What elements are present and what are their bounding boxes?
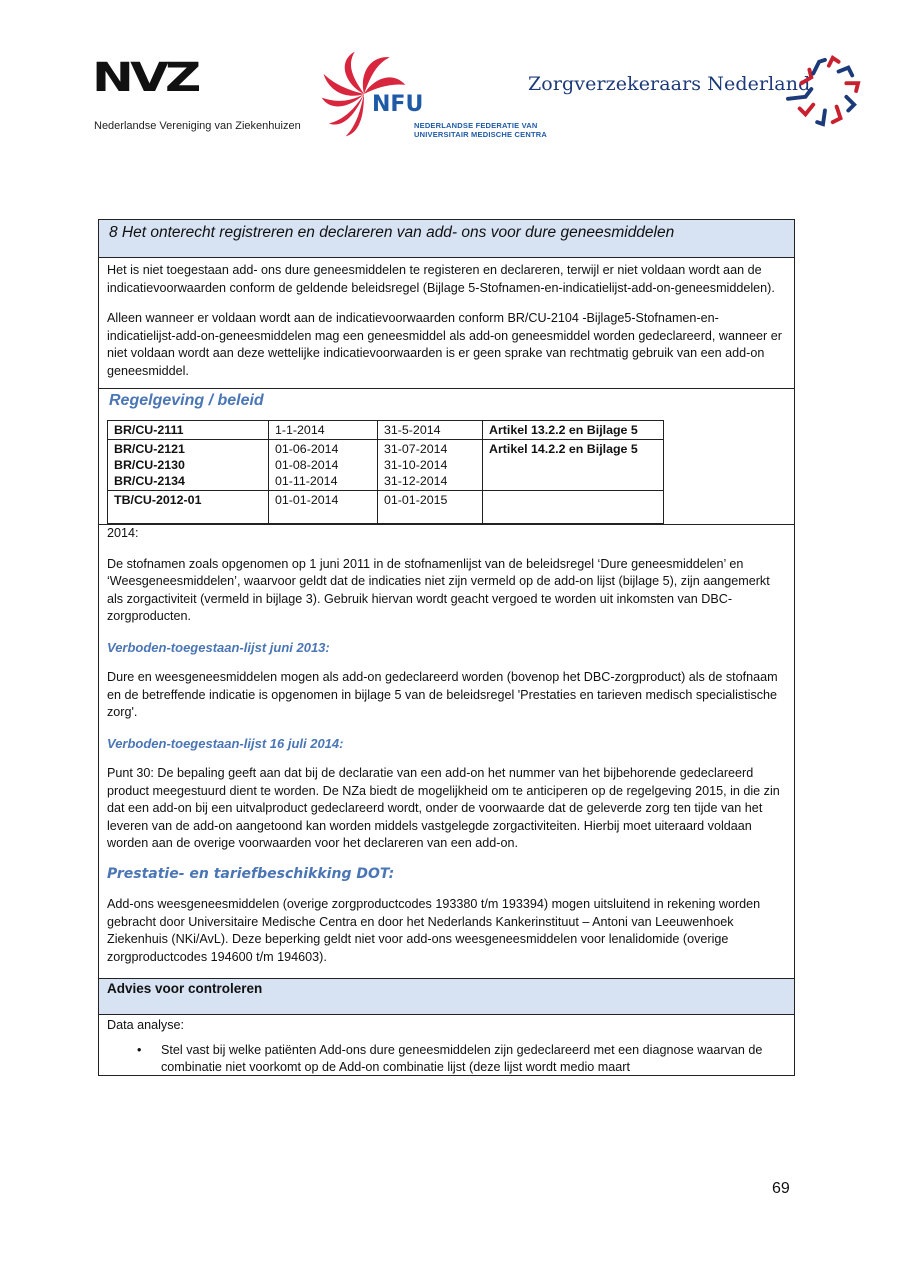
regulation-code: BR/CU-2121 — [114, 442, 185, 456]
regulation-codes — [108, 440, 269, 491]
nfu-subtitle-line1: NEDERLANDSE FEDERATIE VAN — [414, 121, 538, 130]
zn-figure — [833, 107, 841, 123]
start-date: 1-1-2014 — [269, 421, 378, 440]
intro-paragraph: Alleen wanneer er voldaan wordt aan de indicatievoorwaarden conform BR/CU-2104 -Bijlage5-Stofnamen-en-indicatielijst-add-on-geneesmiddelen mag een geneesmiddel als add-on geneesmiddel worden gedeclareerd, wanneer er niet voldaan wordt aan deze wettelijke indicatievoorwaarden is er geen sprake van rechtmatig gebruik van een add-on geneesmiddel. — [107, 311, 782, 378]
data-analyse-label: Data analyse: — [107, 1018, 185, 1032]
section-table — [98, 219, 795, 1076]
zn-figure — [817, 110, 825, 124]
start-dates — [269, 440, 378, 491]
advies-heading-row — [99, 979, 794, 1015]
regelgeving-heading: Regelgeving / beleid — [109, 392, 264, 409]
end-date: 01-01-2015 — [378, 491, 483, 524]
zn-figures-ring-icon — [784, 54, 862, 128]
advies-bullet-list — [107, 1042, 786, 1077]
dot-paragraph: Add-ons weesgeneesmiddelen (overige zorgproductcodes 193380 t/m 193394) mogen uitsluitend in rekening worden gebracht door Universitaire Medische Centra en door het Nederlands Kankerinstituut – Antoni van Leeuwenhoek Ziekenhuis (NKi/AvL). Deze beperking geldt niet voor add-ons weesgeneesmiddelen voor lenalidomide (overige zorgproductcodes 194600 t/m 194603). — [107, 897, 761, 964]
article-reference — [483, 491, 664, 524]
regelgeving-table-row — [108, 440, 664, 491]
regelgeving-table-row — [108, 491, 664, 524]
regulation-code: BR/CU-2134 — [114, 474, 185, 488]
intro-paragraph: Het is niet toegestaan add- ons dure geneesmiddelen te registeren en declareren, terwijl er niet voldaan wordt aan de indicatievoorwaarden conform de geldende beleidsregel (Bijlage 5-Stofnamen-en-indicatielijst-add-on-geneesmiddelen). — [107, 263, 775, 295]
vtl-2014-heading: Verboden-toegestaan-lijst 16 juli 2014: — [107, 735, 344, 751]
section-title-row — [99, 220, 794, 258]
zn-figure — [788, 89, 811, 99]
regelgeving-row — [99, 389, 794, 524]
year-label: 2014: — [107, 526, 139, 540]
zn-figure — [846, 83, 858, 91]
vtl-2013-heading: Verboden-toegestaan-lijst juni 2013: — [107, 639, 330, 655]
zn-figure — [829, 58, 839, 66]
end-date: 31-07-2014 — [384, 442, 448, 456]
end-date: 31-12-2014 — [384, 474, 448, 488]
regulation-code: TB/CU-2012-01 — [108, 491, 269, 524]
start-date: 01-06-2014 — [275, 442, 339, 456]
nfu-subtitle-line2: UNIVERSITAIR MEDISCHE CENTRA — [414, 130, 547, 139]
nfu-swirl-blade — [345, 52, 364, 94]
zn-figure — [802, 70, 812, 84]
nvz-logo — [92, 55, 322, 148]
advies-bullet-item — [107, 1042, 786, 1077]
bullet-icon: • — [137, 1042, 142, 1057]
dot-heading: Prestatie- en tariefbeschikking DOT: — [107, 865, 395, 882]
nfu-logo — [318, 48, 547, 143]
zn-figure — [813, 60, 825, 74]
regulation-code: BR/CU-2111 — [108, 421, 269, 440]
page-number: 69 — [772, 1180, 790, 1197]
start-date: 01-11-2014 — [275, 474, 338, 488]
year-paragraph: De stofnamen zoals opgenomen op 1 juni 2011 in de stofnamenlijst van de beleidsregel ‘Dure geneesmiddelen’ en ‘Weesgeneesmiddelen’, waarvoor geldt dat de indicaties niet zijn vermeld op de add-on lijst (bijlage 5), zijn aangemerkt als zorgactiviteit (vermeld in bijlage 3). Gebruik hiervan wordt geacht vergoed te worden uit inkomsten van DBC-zorgproducten. — [107, 556, 770, 623]
regulation-code: BR/CU-2130 — [114, 458, 185, 472]
end-dates — [378, 440, 483, 491]
article-reference: Artikel 14.2.2 en Bijlage 5 — [483, 440, 664, 491]
zn-figure — [846, 97, 854, 111]
zn-figure — [839, 68, 853, 76]
zn-logo-name: Zorgverzekeraars Nederland — [528, 73, 811, 95]
end-date: 31-10-2014 — [384, 458, 448, 472]
nvz-logo-mark: NVZ — [92, 55, 198, 101]
advies-heading: Advies voor controleren — [107, 981, 263, 996]
section-title: 8 Het onterecht registreren en declareren van add- ons voor dure geneesmiddelen — [109, 224, 675, 241]
vtl-2013-paragraph: Dure en weesgeneesmiddelen mogen als add-on gedeclareerd worden (bovenop het DBC-zorgproduct) als de stofnaam en de betreffende indicatie is opgenomen in bijlage 5 van de beleidsregel 'Prestaties en tarieven medisch specialistische zorg'. — [107, 670, 778, 719]
explanation-row — [99, 524, 794, 979]
advies-bullet-text: Stel vast bij welke patiënten Add-ons dure geneesmiddelen zijn gedeclareerd met een diagnose waarvan de combinatie niet voorkomt op de Add-on combinatie lijst (deze lijst wordt medio maart — [161, 1042, 763, 1074]
start-date: 01-01-2014 — [269, 491, 378, 524]
start-date: 01-08-2014 — [275, 458, 339, 472]
nfu-logo-mark: NFU — [372, 92, 424, 117]
regelgeving-table-row — [108, 421, 664, 440]
nvz-logo-subtitle: Nederlandse Vereniging van Ziekenhuizen — [94, 120, 301, 132]
article-reference: Artikel 13.2.2 en Bijlage 5 — [483, 421, 664, 440]
advies-body-row — [99, 1015, 794, 1075]
zn-figure — [800, 105, 814, 115]
zn-logo — [528, 52, 868, 132]
intro-row — [99, 258, 794, 389]
regelgeving-table — [107, 420, 664, 524]
end-date: 31-5-2014 — [378, 421, 483, 440]
vtl-2014-paragraph: Punt 30: De bepaling geeft aan dat bij de declaratie van een add-on het nummer van het bijbehorende gedeclareerd product meegestuurd dient te worden. De NZa biedt de mogelijkheid om te anticiperen op de regelgeving 2015, in die zin dat een add-on bij een uitvalproduct gedeclareerd wordt, onder de voorwaarde dat de geleverde zorg ten tijde van het leveren van de add-on aangetoond kan worden middels vastgelegde zorgactiviteiten. Hierbij moet uiteraard voldaan worden aan de overige voorwaarden voor het declareren van een add-on. — [107, 766, 780, 850]
